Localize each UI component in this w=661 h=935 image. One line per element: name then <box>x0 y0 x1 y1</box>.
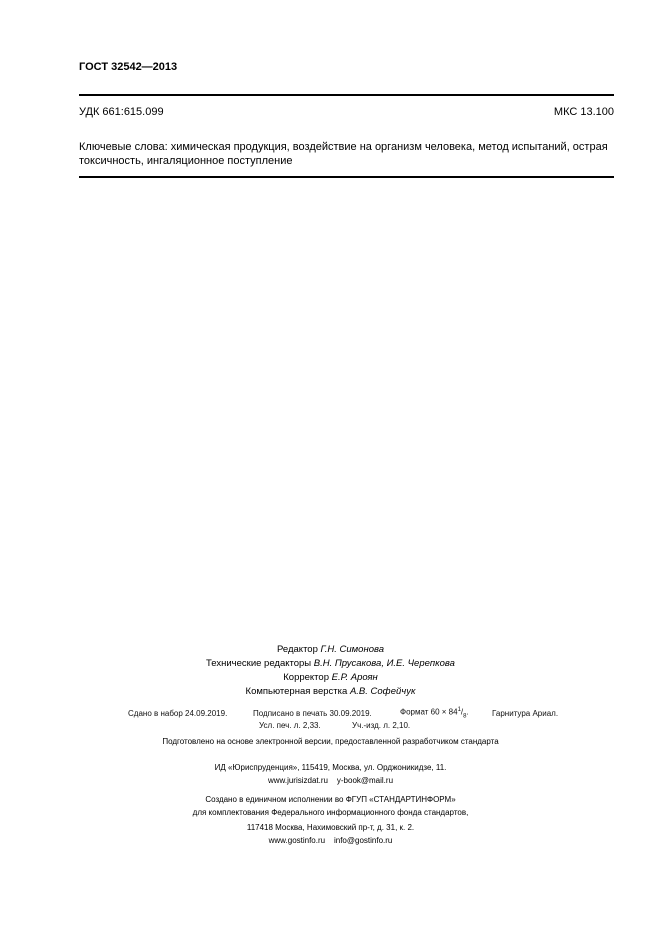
producer-line2: для комплектования Федерального информационного фонда стандартов, <box>192 808 469 817</box>
editor-name: Г.Н. Симонова <box>320 644 385 655</box>
format-denominator: 8 <box>463 713 467 720</box>
standard-number: ГОСТ 32542—2013 <box>79 61 178 73</box>
format-suffix: . <box>466 707 469 717</box>
layout-name: А.В. Софейчук <box>349 686 416 697</box>
submitted-date: Сдано в набор 24.09.2019. <box>128 709 228 718</box>
mks-code: МКС 13.100 <box>553 106 614 118</box>
corrector-label: Корректор <box>283 672 329 683</box>
editor-label: Редактор <box>276 644 318 655</box>
tech-editors-names: В.Н. Прусакова, И.Е. Черепкова <box>313 658 455 669</box>
bottom-rule <box>79 176 614 178</box>
udk-code: УДК 661:615.099 <box>79 106 164 118</box>
publisher-web: www.jurisizdat.ru y-book@mail.ru <box>267 776 394 785</box>
producer-line1: Создано в единичном исполнении во ФГУП «СТАНДАРТИНФОРМ» <box>205 795 456 804</box>
format-numerator: 1 <box>457 707 461 713</box>
print-sheets: Усл. печ. л. 2,33. <box>259 721 321 730</box>
producer-block <box>0 793 661 847</box>
publisher-sheets: Уч.-изд. л. 2,10. <box>352 721 411 730</box>
paper-format: Формат $60 \times 84^1/_8$. <box>400 707 469 720</box>
typeface: Гарнитура Ариал. <box>492 709 559 718</box>
credits-block <box>0 643 661 699</box>
signed-date: Подписано в печать 30.09.2019. <box>253 709 372 718</box>
prepared-note: Подготовлено на основе электронной версии, предоставленной разработчиком стандарта <box>162 737 499 746</box>
format-prefix: Формат 60 × 84 <box>400 707 458 717</box>
producer-address: 117418 Москва, Нахимовский пр-т, д. 31, к. 2. <box>246 823 415 832</box>
publisher-block <box>0 761 661 787</box>
corrector-line <box>0 671 661 685</box>
publisher-address: ИД «Юриспруденция», 115419, Москва, ул. Орджоникидзе, 11. <box>214 763 447 772</box>
layout-line <box>0 685 661 699</box>
layout-label: Компьютерная верстка <box>245 686 348 697</box>
corrector-name: Е.Р. Ароян <box>331 672 378 683</box>
tech-editors-line <box>0 657 661 671</box>
producer-web: www.gostinfo.ru info@gostinfo.ru <box>268 836 393 845</box>
keywords: Ключевые слова: химическая продукция, воздействие на организм человека, метод испытаний, острая токсичность, ингаляционное поступление <box>79 141 608 167</box>
tech-editors-label: Технические редакторы <box>206 658 312 669</box>
editor-line <box>0 643 661 657</box>
top-rule <box>79 94 614 96</box>
